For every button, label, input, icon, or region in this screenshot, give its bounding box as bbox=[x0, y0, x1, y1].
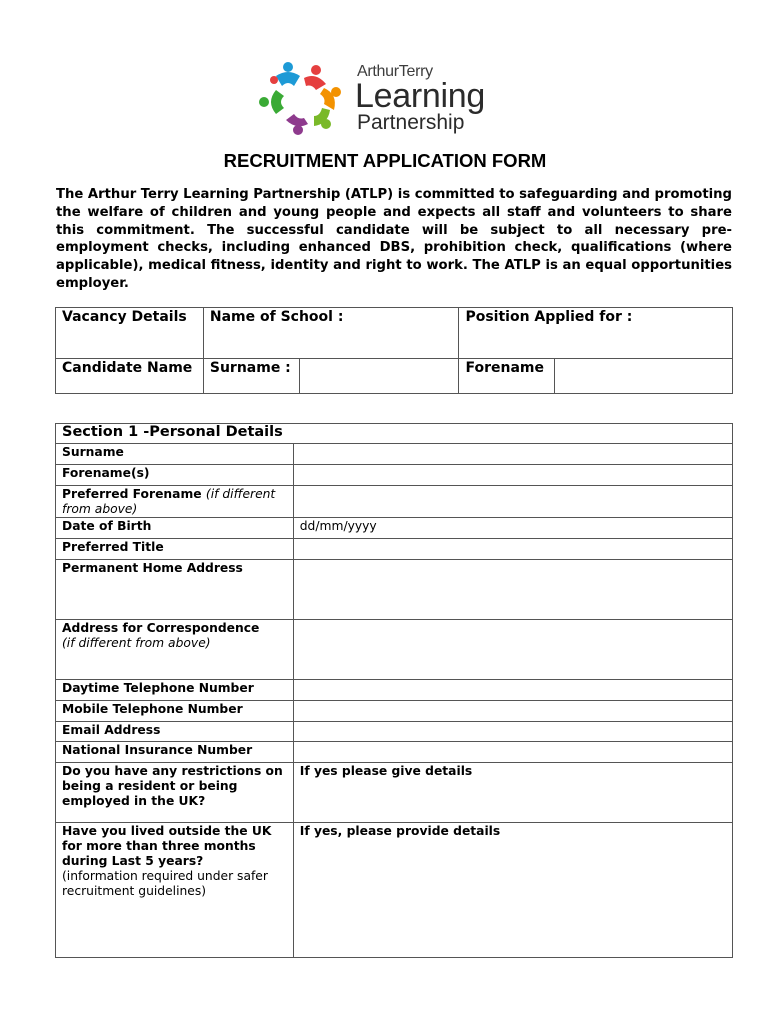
dob-input[interactable]: dd/mm/yyyy bbox=[293, 518, 732, 539]
daytime-phone-label: Daytime Telephone Number bbox=[56, 680, 294, 701]
restrictions-hint: If yes please give details bbox=[299, 764, 473, 778]
ni-number-input[interactable] bbox=[293, 742, 732, 763]
preferred-forename-cell bbox=[56, 486, 294, 518]
logo-text-learning: Learning bbox=[355, 77, 485, 115]
logo-text-partnership: Partnership bbox=[357, 111, 465, 134]
ni-number-label: National Insurance Number bbox=[56, 742, 294, 763]
surname-input[interactable] bbox=[293, 444, 732, 465]
outside-uk-hint: If yes, please provide details bbox=[299, 824, 501, 838]
mobile-phone-input[interactable] bbox=[293, 701, 732, 722]
position-applied-field[interactable] bbox=[459, 308, 733, 359]
dob-label: Date of Birth bbox=[56, 518, 294, 539]
candidate-forename-input[interactable] bbox=[555, 359, 733, 394]
preferred-forename-input[interactable] bbox=[293, 486, 732, 518]
vacancy-details-label: Vacancy Details bbox=[56, 308, 204, 359]
preferred-forename-note: (if different from above) bbox=[62, 487, 276, 516]
correspondence-address-note: (if different from above) bbox=[62, 636, 211, 650]
daytime-phone-input[interactable] bbox=[293, 680, 732, 701]
form-title: RECRUITMENT APPLICATION FORM bbox=[223, 150, 547, 171]
preferred-title-label: Preferred Title bbox=[56, 539, 294, 560]
vacancy-table bbox=[55, 307, 733, 394]
intro-paragraph: The Arthur Terry Learning Partnership (ATLP) is committed to safeguarding and promoting the welfare of children and young people and expects all staff and volunteers to share this commitment. The successful candidate will be subject to all necessary pre-employment checks, including enhanced DBS, prohibition check, qualifications (where applicable), medical fitness, identity and right to work. The ATLP is an equal opportunities employer. bbox=[56, 187, 732, 291]
forenames-input[interactable] bbox=[293, 465, 732, 486]
correspondence-address-input[interactable] bbox=[293, 620, 732, 680]
section1-heading: Section 1 -Personal Details bbox=[56, 424, 733, 444]
email-label: Email Address bbox=[56, 722, 294, 742]
outside-uk-note: (information required under safer recruitment guidelines) bbox=[62, 869, 268, 898]
logo-text-arthur-terry: ArthurTerry bbox=[357, 63, 433, 80]
outside-uk-cell bbox=[56, 823, 294, 958]
logo-figures-icon bbox=[256, 58, 356, 138]
correspondence-address-label: Address for Correspondence bbox=[62, 621, 260, 635]
preferred-title-input[interactable] bbox=[293, 539, 732, 560]
surname-label: Surname bbox=[56, 444, 294, 465]
candidate-forename-label: Forename bbox=[459, 359, 555, 394]
candidate-surname-input[interactable] bbox=[299, 359, 459, 394]
school-name-label: Name of School : bbox=[209, 309, 344, 325]
mobile-phone-label: Mobile Telephone Number bbox=[56, 701, 294, 722]
school-name-field[interactable] bbox=[203, 308, 459, 359]
email-input[interactable] bbox=[293, 722, 732, 742]
position-applied-label: Position Applied for : bbox=[465, 309, 633, 325]
candidate-surname-label: Surname : bbox=[203, 359, 299, 394]
atlp-logo bbox=[256, 58, 536, 138]
outside-uk-question: Have you lived outside the UK for more than three months during Last 5 years? bbox=[62, 824, 272, 868]
preferred-forename-label: Preferred Forename bbox=[62, 487, 202, 501]
correspondence-address-cell bbox=[56, 620, 294, 680]
outside-uk-details-input[interactable] bbox=[293, 823, 732, 958]
home-address-input[interactable] bbox=[293, 560, 732, 620]
home-address-label: Permanent Home Address bbox=[56, 560, 294, 620]
forenames-label: Forename(s) bbox=[56, 465, 294, 486]
restrictions-question: Do you have any restrictions on being a resident or being employed in the UK? bbox=[56, 763, 294, 823]
restrictions-details-input[interactable] bbox=[293, 763, 732, 823]
candidate-name-label: Candidate Name bbox=[56, 359, 204, 394]
personal-details-table bbox=[55, 423, 733, 958]
